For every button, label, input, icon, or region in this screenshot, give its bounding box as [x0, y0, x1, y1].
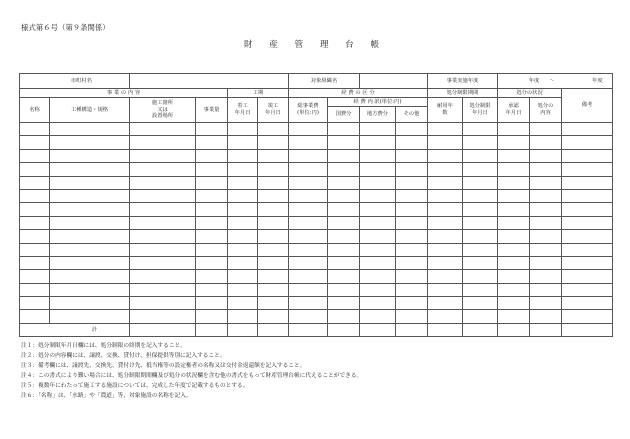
- table-cell[interactable]: [463, 189, 498, 202]
- total-cell[interactable]: [130, 323, 196, 336]
- table-cell[interactable]: [196, 123, 228, 136]
- table-cell[interactable]: [562, 230, 613, 243]
- table-cell[interactable]: [258, 297, 289, 310]
- table-cell[interactable]: [498, 283, 530, 296]
- table-cell[interactable]: [196, 270, 228, 283]
- table-cell[interactable]: [196, 163, 228, 176]
- table-cell[interactable]: [289, 136, 328, 149]
- property-ledger-table: [19, 73, 613, 337]
- table-cell[interactable]: [360, 203, 396, 216]
- table-cell[interactable]: [360, 123, 396, 136]
- table-cell[interactable]: [130, 310, 196, 323]
- table-cell[interactable]: [360, 270, 396, 283]
- table-cell[interactable]: [428, 163, 463, 176]
- table-cell[interactable]: [328, 297, 360, 310]
- table-cell[interactable]: [50, 189, 130, 202]
- table-row: [20, 136, 613, 149]
- table-cell[interactable]: [228, 243, 258, 256]
- table-cell[interactable]: [463, 270, 498, 283]
- table-cell[interactable]: [328, 163, 360, 176]
- table-cell[interactable]: [428, 270, 463, 283]
- table-cell[interactable]: [463, 176, 498, 189]
- table-cell[interactable]: [498, 176, 530, 189]
- table-cell[interactable]: [498, 297, 530, 310]
- table-cell[interactable]: [530, 203, 562, 216]
- table-cell[interactable]: [530, 216, 562, 229]
- table-cell[interactable]: [50, 256, 130, 269]
- header-project-content: 事 業 の 内 容: [20, 89, 228, 98]
- table-cell[interactable]: [463, 123, 498, 136]
- table-cell[interactable]: [530, 189, 562, 202]
- total-label: 計: [20, 323, 130, 336]
- table-cell[interactable]: [463, 203, 498, 216]
- table-cell[interactable]: [130, 203, 196, 216]
- table-cell[interactable]: [130, 176, 196, 189]
- table-cell[interactable]: [289, 163, 328, 176]
- data-rows: [20, 123, 613, 324]
- table-cell[interactable]: [50, 270, 130, 283]
- table-cell[interactable]: [258, 243, 289, 256]
- table-cell[interactable]: [130, 270, 196, 283]
- table-cell[interactable]: [428, 243, 463, 256]
- table-cell[interactable]: [463, 163, 498, 176]
- table-cell[interactable]: [396, 310, 428, 323]
- total-cell[interactable]: [328, 323, 360, 336]
- table-cell[interactable]: [360, 136, 396, 149]
- table-cell[interactable]: [428, 123, 463, 136]
- header-info-row: [20, 74, 613, 89]
- header-limit-date: 処分制限 年月日: [463, 98, 498, 123]
- table-cell[interactable]: [396, 136, 428, 149]
- table-cell[interactable]: [130, 149, 196, 162]
- tilde: ～: [549, 77, 555, 84]
- table-cell[interactable]: [530, 270, 562, 283]
- table-cell[interactable]: [289, 297, 328, 310]
- header-period: 工期: [228, 89, 289, 98]
- table-cell[interactable]: [360, 149, 396, 162]
- table-cell[interactable]: [20, 176, 50, 189]
- table-cell[interactable]: [50, 123, 130, 136]
- header-disposal-content: 処分の 内容: [530, 98, 562, 123]
- table-cell[interactable]: [50, 149, 130, 162]
- table-cell[interactable]: [130, 230, 196, 243]
- table-cell[interactable]: [428, 230, 463, 243]
- table-cell[interactable]: [130, 256, 196, 269]
- header-other: その他: [396, 107, 428, 123]
- table-cell[interactable]: [428, 297, 463, 310]
- table-cell[interactable]: [258, 310, 289, 323]
- table-cell[interactable]: [428, 176, 463, 189]
- table-cell[interactable]: [258, 270, 289, 283]
- header-disposal-status: 処分の状況: [498, 89, 562, 98]
- table-cell[interactable]: [228, 283, 258, 296]
- table-cell[interactable]: [50, 216, 130, 229]
- table-cell[interactable]: [396, 176, 428, 189]
- table-cell[interactable]: [20, 270, 50, 283]
- table-cell[interactable]: [498, 243, 530, 256]
- table-cell[interactable]: [396, 203, 428, 216]
- header-construction-type: 工種構造・規格: [50, 98, 130, 123]
- table-cell[interactable]: [562, 256, 613, 269]
- header-start-date: 着工 年月日: [228, 98, 258, 123]
- table-row: [20, 149, 613, 162]
- table-cell[interactable]: [228, 189, 258, 202]
- table-row: [20, 283, 613, 296]
- municipality-label: 市町村名: [20, 74, 130, 89]
- org-name-value[interactable]: [360, 74, 428, 89]
- table-cell[interactable]: [463, 310, 498, 323]
- table-row: [20, 230, 613, 243]
- impl-year-value[interactable]: [498, 74, 613, 89]
- table-cell[interactable]: [130, 123, 196, 136]
- table-cell[interactable]: [196, 216, 228, 229]
- total-cell[interactable]: [196, 323, 228, 336]
- table-cell[interactable]: [498, 136, 530, 149]
- total-cell[interactable]: [498, 323, 530, 336]
- table-cell[interactable]: [360, 283, 396, 296]
- note-item: 注３：備考欄には、譲渡先、交換先、貸付け先、抵当権等の設定権者の名称又は交付金返還額を記入すること。: [21, 362, 306, 369]
- table-cell[interactable]: [530, 123, 562, 136]
- table-cell[interactable]: [463, 297, 498, 310]
- header-remarks: 備考: [562, 89, 613, 123]
- table-cell[interactable]: [328, 136, 360, 149]
- table-cell[interactable]: [196, 256, 228, 269]
- table-cell[interactable]: [328, 123, 360, 136]
- total-cell[interactable]: [360, 323, 396, 336]
- table-row: [20, 216, 613, 229]
- table-cell[interactable]: [228, 123, 258, 136]
- table-cell[interactable]: [396, 123, 428, 136]
- table-cell[interactable]: [328, 283, 360, 296]
- table-cell[interactable]: [228, 176, 258, 189]
- table-cell[interactable]: [396, 189, 428, 202]
- table-cell[interactable]: [289, 256, 328, 269]
- total-cell[interactable]: [396, 323, 428, 336]
- table-row: [20, 203, 613, 216]
- table-cell[interactable]: [530, 230, 562, 243]
- table-cell[interactable]: [196, 310, 228, 323]
- header-cost-detail: 経 費 内 訳(単位:円): [328, 98, 428, 107]
- table-row: [20, 310, 613, 323]
- table-cell[interactable]: [130, 283, 196, 296]
- header-useful-life: 耐用年 数: [428, 98, 463, 123]
- table-cell[interactable]: [463, 149, 498, 162]
- year-start-label: 年度: [528, 77, 540, 84]
- table-cell[interactable]: [258, 149, 289, 162]
- table-cell[interactable]: [130, 216, 196, 229]
- form-number: 様式第６号（第９条関係）: [21, 23, 110, 32]
- total-cell[interactable]: [258, 323, 289, 336]
- table-cell[interactable]: [562, 176, 613, 189]
- table-cell[interactable]: [360, 256, 396, 269]
- total-cell[interactable]: [463, 323, 498, 336]
- table-cell[interactable]: [396, 149, 428, 162]
- table-cell[interactable]: [289, 123, 328, 136]
- header-approval-date: 承認 年月日: [498, 98, 530, 123]
- header-quantity: 事業量: [196, 98, 228, 123]
- municipality-value[interactable]: [130, 74, 289, 89]
- table-cell[interactable]: [228, 203, 258, 216]
- table-cell[interactable]: [20, 189, 50, 202]
- table-cell[interactable]: [328, 270, 360, 283]
- table-cell[interactable]: [396, 163, 428, 176]
- table-cell[interactable]: [328, 216, 360, 229]
- total-cell[interactable]: [562, 323, 613, 336]
- table-cell[interactable]: [130, 243, 196, 256]
- table-cell[interactable]: [530, 283, 562, 296]
- table-cell[interactable]: [498, 189, 530, 202]
- table-row: [20, 163, 613, 176]
- org-name-label: 対象組織名: [289, 74, 360, 89]
- table-cell[interactable]: [258, 230, 289, 243]
- table-cell[interactable]: [562, 270, 613, 283]
- table-cell[interactable]: [228, 270, 258, 283]
- table-cell[interactable]: [228, 149, 258, 162]
- table-cell[interactable]: [498, 256, 530, 269]
- table-cell[interactable]: [289, 176, 328, 189]
- table-cell[interactable]: [396, 256, 428, 269]
- table-cell[interactable]: [289, 310, 328, 323]
- table-cell[interactable]: [428, 310, 463, 323]
- table-cell[interactable]: [328, 176, 360, 189]
- table-cell[interactable]: [428, 256, 463, 269]
- table-cell[interactable]: [289, 283, 328, 296]
- table-cell[interactable]: [228, 136, 258, 149]
- table-cell[interactable]: [196, 230, 228, 243]
- table-cell[interactable]: [130, 163, 196, 176]
- table-cell[interactable]: [562, 203, 613, 216]
- table-cell[interactable]: [396, 297, 428, 310]
- table-cell[interactable]: [228, 310, 258, 323]
- table-cell[interactable]: [289, 216, 328, 229]
- table-cell[interactable]: [258, 256, 289, 269]
- table-cell[interactable]: [196, 136, 228, 149]
- table-row: [20, 243, 613, 256]
- table-cell[interactable]: [360, 216, 396, 229]
- table-cell[interactable]: [463, 256, 498, 269]
- table-cell[interactable]: [498, 310, 530, 323]
- table-cell[interactable]: [428, 216, 463, 229]
- table-cell[interactable]: [396, 216, 428, 229]
- table-cell[interactable]: [360, 163, 396, 176]
- table-row: [20, 189, 613, 202]
- table-cell[interactable]: [258, 136, 289, 149]
- total-cell[interactable]: [228, 323, 258, 336]
- table-cell[interactable]: [562, 136, 613, 149]
- table-cell[interactable]: [258, 163, 289, 176]
- note-item: 注６：「名称」は、「水路」や「農道」等、対象施設の名称を記入。: [21, 392, 192, 399]
- table-cell[interactable]: [530, 256, 562, 269]
- table-cell[interactable]: [328, 203, 360, 216]
- table-cell[interactable]: [463, 230, 498, 243]
- total-cell[interactable]: [530, 323, 562, 336]
- table-row: [20, 176, 613, 189]
- ledger-title: 財 産 管 理 台 帳: [243, 40, 387, 50]
- table-cell[interactable]: [562, 310, 613, 323]
- table-cell[interactable]: [328, 310, 360, 323]
- table-cell[interactable]: [328, 243, 360, 256]
- table-cell[interactable]: [20, 123, 50, 136]
- table-cell[interactable]: [562, 216, 613, 229]
- table-row: [20, 270, 613, 283]
- table-cell[interactable]: [289, 149, 328, 162]
- table-cell[interactable]: [258, 176, 289, 189]
- table-cell[interactable]: [396, 270, 428, 283]
- table-cell[interactable]: [258, 216, 289, 229]
- table-cell[interactable]: [428, 283, 463, 296]
- table-cell[interactable]: [530, 297, 562, 310]
- table-cell[interactable]: [196, 189, 228, 202]
- table-cell[interactable]: [562, 283, 613, 296]
- table-cell[interactable]: [289, 243, 328, 256]
- table-cell[interactable]: [50, 243, 130, 256]
- table-cell[interactable]: [498, 270, 530, 283]
- table-cell[interactable]: [50, 163, 130, 176]
- table-cell[interactable]: [20, 297, 50, 310]
- table-cell[interactable]: [463, 283, 498, 296]
- table-cell[interactable]: [50, 297, 130, 310]
- header-disposal-period: 処分制限期間: [428, 89, 498, 98]
- table-cell[interactable]: [428, 149, 463, 162]
- notes-list: [21, 342, 362, 402]
- table-cell[interactable]: [463, 136, 498, 149]
- table-cell[interactable]: [130, 297, 196, 310]
- total-row: [20, 323, 613, 336]
- note-item: 注４：この書式により難い場合には、処分制限期間欄及び処分の状況欄を含む他の書式をもって財産管理台帳に代えることができる。: [21, 372, 363, 379]
- table-cell[interactable]: [530, 176, 562, 189]
- table-cell[interactable]: [50, 176, 130, 189]
- header-location: 施工箇所 又は 設置場所: [130, 98, 196, 123]
- table-cell[interactable]: [228, 297, 258, 310]
- table-cell[interactable]: [196, 176, 228, 189]
- table-cell[interactable]: [360, 230, 396, 243]
- table-cell[interactable]: [463, 216, 498, 229]
- table-cell[interactable]: [228, 256, 258, 269]
- year-end-label: 年度: [592, 77, 603, 84]
- table-cell[interactable]: [530, 243, 562, 256]
- table-cell[interactable]: [258, 203, 289, 216]
- table-cell[interactable]: [289, 189, 328, 202]
- header-cost-breakdown: 経 費 の 区 分: [289, 89, 428, 98]
- table-cell[interactable]: [50, 283, 130, 296]
- impl-year-label: 事業実施年度: [428, 74, 498, 89]
- header-row-1: [20, 89, 613, 98]
- table-cell[interactable]: [228, 230, 258, 243]
- table-row: [20, 297, 613, 310]
- table-cell[interactable]: [396, 243, 428, 256]
- table-cell[interactable]: [130, 136, 196, 149]
- table-cell[interactable]: [562, 243, 613, 256]
- table-cell[interactable]: [360, 189, 396, 202]
- table-cell[interactable]: [360, 176, 396, 189]
- table-cell[interactable]: [562, 123, 613, 136]
- table-cell[interactable]: [50, 136, 130, 149]
- header-local: 地方費分: [360, 107, 396, 123]
- table-cell[interactable]: [498, 163, 530, 176]
- table-cell[interactable]: [396, 283, 428, 296]
- table-cell[interactable]: [20, 203, 50, 216]
- table-cell[interactable]: [289, 203, 328, 216]
- note-item: 注２：処分の内容欄には、譲渡、交換、貸付け、担保提供等別に記入すること。: [21, 352, 226, 359]
- table-cell[interactable]: [289, 230, 328, 243]
- header-name: 名称: [20, 98, 50, 123]
- table-cell[interactable]: [196, 203, 228, 216]
- table-cell[interactable]: [498, 203, 530, 216]
- table-cell[interactable]: [498, 123, 530, 136]
- table-cell[interactable]: [530, 136, 562, 149]
- note-item: 注１：処分制限年月日欄には、処分制限の終期を記入すること。: [21, 343, 186, 349]
- table-cell[interactable]: [289, 270, 328, 283]
- table-cell[interactable]: [530, 310, 562, 323]
- note-item: 注５：複数年にわたって施工する施設については、完成した年度で記載するものとする。: [21, 382, 249, 389]
- table-cell[interactable]: [130, 189, 196, 202]
- table-cell[interactable]: [50, 230, 130, 243]
- table-cell[interactable]: [428, 136, 463, 149]
- table-cell[interactable]: [20, 256, 50, 269]
- table-cell[interactable]: [20, 230, 50, 243]
- table-cell[interactable]: [360, 310, 396, 323]
- table-cell[interactable]: [530, 163, 562, 176]
- table-cell[interactable]: [562, 163, 613, 176]
- table-cell[interactable]: [196, 243, 228, 256]
- table-cell[interactable]: [463, 243, 498, 256]
- table-cell[interactable]: [360, 297, 396, 310]
- total-cell[interactable]: [428, 323, 463, 336]
- header-row-2: [20, 98, 613, 107]
- table-cell[interactable]: [228, 216, 258, 229]
- table-cell[interactable]: [258, 123, 289, 136]
- table-cell[interactable]: [20, 216, 50, 229]
- table-row: [20, 256, 613, 269]
- header-completion-date: 竣工 年月日: [258, 98, 289, 123]
- table-cell[interactable]: [196, 297, 228, 310]
- table-cell[interactable]: [498, 216, 530, 229]
- header-total-cost: 総事業費 (単位:円): [289, 98, 328, 123]
- table-cell[interactable]: [20, 163, 50, 176]
- table-cell[interactable]: [396, 230, 428, 243]
- table-cell[interactable]: [428, 189, 463, 202]
- total-cell[interactable]: [289, 323, 328, 336]
- table-cell[interactable]: [196, 283, 228, 296]
- table-cell[interactable]: [328, 256, 360, 269]
- table-cell[interactable]: [498, 149, 530, 162]
- table-cell[interactable]: [196, 149, 228, 162]
- table-cell[interactable]: [20, 136, 50, 149]
- table-cell[interactable]: [50, 310, 130, 323]
- table-cell[interactable]: [562, 297, 613, 310]
- table-cell[interactable]: [498, 230, 530, 243]
- table-cell[interactable]: [328, 149, 360, 162]
- table-cell[interactable]: [50, 203, 130, 216]
- header-national: 国費分: [328, 107, 360, 123]
- table-cell[interactable]: [562, 189, 613, 202]
- table-cell[interactable]: [562, 149, 613, 162]
- table-cell[interactable]: [20, 243, 50, 256]
- table-cell[interactable]: [328, 189, 360, 202]
- table-cell[interactable]: [428, 203, 463, 216]
- table-cell[interactable]: [360, 243, 396, 256]
- table-cell[interactable]: [20, 149, 50, 162]
- table-cell[interactable]: [20, 310, 50, 323]
- table-cell[interactable]: [258, 283, 289, 296]
- table-cell[interactable]: [228, 163, 258, 176]
- table-row: [20, 123, 613, 136]
- table-cell[interactable]: [20, 283, 50, 296]
- table-cell[interactable]: [258, 189, 289, 202]
- table-cell[interactable]: [328, 230, 360, 243]
- table-cell[interactable]: [530, 149, 562, 162]
